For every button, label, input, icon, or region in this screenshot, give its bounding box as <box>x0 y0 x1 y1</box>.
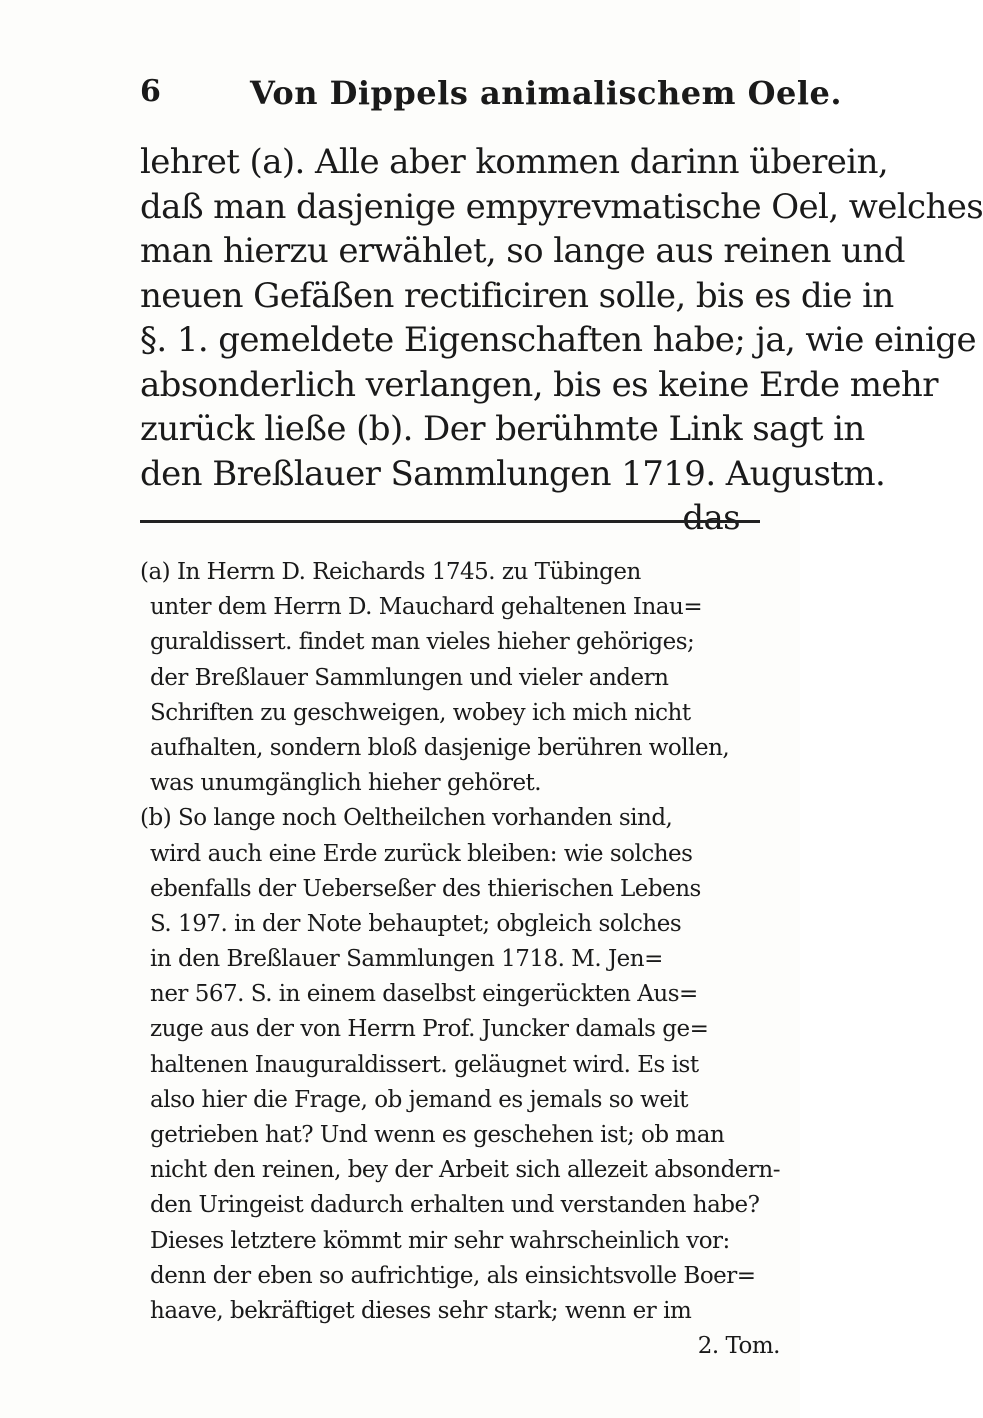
footnote-line: also hier die Frage, ob jemand es jemals so weit <box>150 1086 689 1113</box>
footnote-line: unter dem Herrn D. Mauchard gehaltenen Inau= <box>150 594 703 621</box>
running-title: Von Dippels animalischem Oele. <box>250 74 843 112</box>
footnote-line: haltenen Inauguraldissert. geläugnet wird. Es ist <box>150 1051 699 1078</box>
footnote-line: haave, bekräftiget dieses sehr stark; wenn er im <box>150 1297 692 1324</box>
text-line: daß man dasjenige empyrevmatische Oel, welches <box>140 186 983 227</box>
footnote-line: den Uringeist dadurch erhalten und verstanden habe? <box>150 1192 760 1219</box>
signature-mark: 2. Tom. <box>697 1333 780 1360</box>
footnote-line: Schriften zu geschweigen, wobey ich mich nicht <box>150 699 691 726</box>
text-line: lehret (a). Alle aber kommen darinn überein, <box>140 142 889 182</box>
text-line: zurück ließe (b). Der berühmte Link sagt in <box>140 409 865 449</box>
footnote-line: ner 567. S. in einem daselbst eingerückten Aus= <box>150 981 698 1008</box>
footnote-line: Dieses letztere kömmt mir sehr wahrscheinlich vor: <box>150 1227 730 1254</box>
footnote-line: aufhalten, sondern bloß dasjenige berühren wollen, <box>150 734 730 761</box>
footnote-line: guraldissert. findet man vieles hieher gehöriges; <box>150 629 695 656</box>
footnote-line: (a) In Herrn D. Reichards 1745. zu Tübingen <box>140 559 641 585</box>
footnote-divider <box>140 520 760 523</box>
text-line: man hierzu erwählet, so lange aus reinen und <box>140 231 905 271</box>
footnote-line: was unumgänglich hieher gehöret. <box>150 770 542 797</box>
footnote-line: denn der eben so aufrichtige, als einsichtsvolle Boer= <box>150 1262 756 1289</box>
footnote-line: (b) So lange noch Oeltheilchen vorhanden sind, <box>140 805 673 832</box>
page-header <box>140 74 843 124</box>
footnote-line: wird auch eine Erde zurück bleiben: wie solches <box>150 840 693 867</box>
footnote-line: in den Breßlauer Sammlungen 1718. M. Jen= <box>150 946 663 973</box>
text-line: absonderlich verlangen, bis es keine Erde mehr <box>140 364 938 405</box>
page-number: 6 <box>140 74 161 109</box>
text-line: neuen Gefäßen rectificiren solle, bis es die in <box>140 275 894 316</box>
footnote-line: der Breßlauer Sammlungen und vieler andern <box>150 664 669 691</box>
main-text-block <box>140 140 983 541</box>
footnote-line: nicht den reinen, bey der Arbeit sich allezeit absondern- <box>150 1157 780 1184</box>
text-line: den Breßlauer Sammlungen 1719. Augustm. <box>140 453 886 494</box>
footnote-line: ebenfalls der Ueberseßer des thierischen Lebens <box>150 875 701 902</box>
catchword: das <box>682 498 740 538</box>
text-line: §. 1. gemeldete Eigenschaften habe; ja, wie einige <box>140 320 976 360</box>
footnotes-block <box>140 555 780 1364</box>
footnote-line: getrieben hat? Und wenn es geschehen ist; ob man <box>150 1122 725 1148</box>
footnote-line: S. 197. in der Note behauptet; obgleich solches <box>150 910 682 937</box>
footnote-line: zuge aus der von Herrn Prof. Juncker damals ge= <box>150 1016 709 1043</box>
